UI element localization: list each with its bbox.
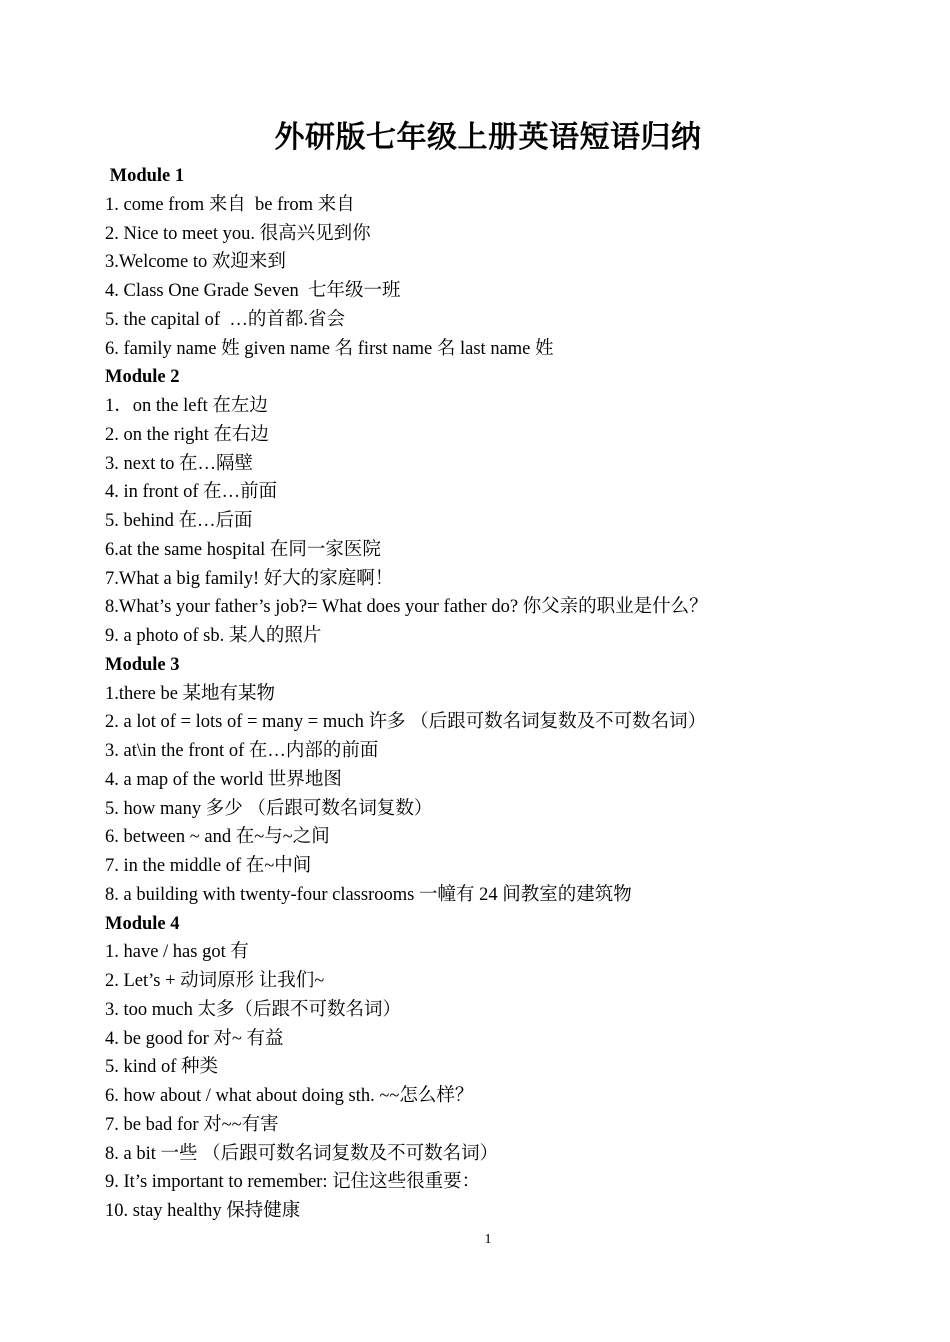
phrase-item: 7.What a big family! 好大的家庭啊！	[105, 568, 394, 589]
phrase-item: 5. behind 在…后面	[105, 511, 253, 531]
phrase-item: 1. come from 来自 be from 来自	[105, 194, 355, 215]
phrase-item: 8.What’s your father’s job?= What does your father do? 你父亲的职业是什么？	[105, 597, 708, 618]
phrase-item: 5. how many 多少 （后跟可数名词复数）	[105, 798, 433, 819]
phrase-item: 2. a lot of = lots of = many = much 许多 （后跟可数名词复数及不可数名词）	[105, 712, 707, 733]
phrase-item: 3. next to 在…隔壁	[105, 453, 253, 474]
phrase-item: 4. a map of the world 世界地图	[105, 769, 342, 790]
module-heading: Module 4	[105, 913, 180, 934]
phrase-item: 7. in the middle of 在~中间	[105, 856, 312, 876]
phrase-item: 6. family name 姓 given name 名 first name 名 last name 姓	[105, 338, 554, 359]
phrase-item: 3. too much 太多（后跟不可数名词）	[105, 999, 401, 1020]
phrase-item: 6. how about / what about doing sth. ~~怎么样？	[105, 1086, 474, 1106]
phrase-item: 2. on the right 在右边	[105, 424, 269, 445]
phrase-item: 6. between ~ and 在~与~之间	[105, 827, 330, 848]
page-number: 1	[484, 1232, 492, 1247]
phrase-item: 6.at the same hospital 在同一家医院	[105, 539, 381, 560]
phrase-item: 1．on the left 在左边	[105, 396, 268, 416]
phrase-item: 4. Class One Grade Seven 七年级一班	[105, 281, 401, 301]
phrase-item: 8. a bit 一些 （后跟可数名词复数及不可数名词）	[105, 1143, 499, 1164]
phrase-item: 8. a building with twenty-four classrooms 一幢有 24 间教室的建筑物	[105, 884, 632, 905]
phrase-item: 4. be good for 对~ 有益	[105, 1028, 284, 1049]
document-body	[105, 162, 905, 1226]
phrase-item: 1.there be 某地有某物	[105, 683, 276, 704]
phrase-item: 9. a photo of sb. 某人的照片	[105, 626, 322, 646]
phrase-item: 9. It’s important to remember: 记住这些很重要：	[105, 1172, 481, 1193]
module-heading: Module 2	[105, 367, 180, 388]
phrase-item: 3.Welcome to 欢迎来到	[105, 252, 286, 273]
phrase-item: 5. the capital of …的首都.省会	[105, 309, 345, 330]
module-heading: Module 3	[105, 654, 180, 675]
phrase-item: 2. Let’s + 动词原形 让我们~	[105, 971, 325, 991]
phrase-item: 10. stay healthy 保持健康	[105, 1201, 301, 1221]
phrase-item: 7. be bad for 对~~有害	[105, 1114, 279, 1135]
module-heading: Module 1	[105, 166, 185, 186]
phrase-item: 3. at\in the front of 在…内部的前面	[105, 741, 379, 761]
phrase-item: 2. Nice to meet you. 很高兴见到你	[105, 223, 371, 244]
document-title: 外研版七年级上册英语短语归纳	[274, 120, 702, 155]
phrase-item: 4. in front of 在…前面	[105, 482, 278, 503]
phrase-item: 5. kind of 种类	[105, 1057, 219, 1078]
phrase-item: 1. have / has got 有	[105, 942, 249, 963]
